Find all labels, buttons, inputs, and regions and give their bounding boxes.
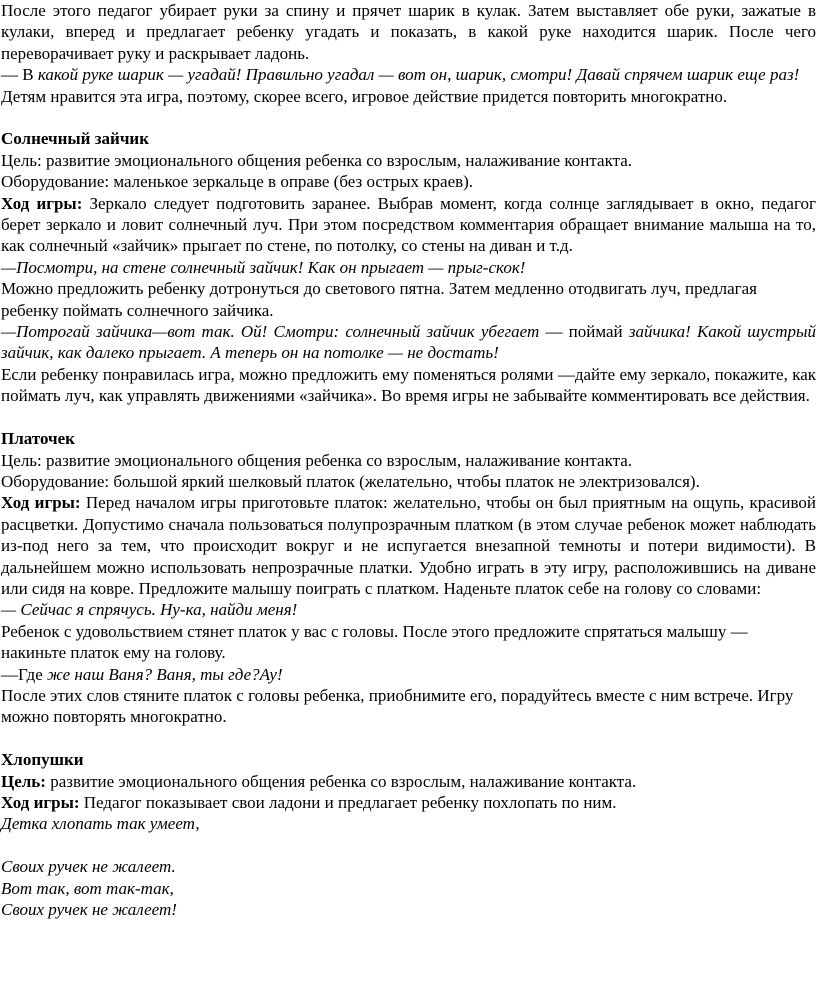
- intro-closing: Детям нравится эта игра, поэтому, скорее всего, игровое действие придется повторить многократно.: [1, 86, 728, 106]
- sunny-dialog-1: —Посмотри, на стене солнечный зайчик! Как он прыгает — прыг-скок!: [1, 257, 526, 277]
- sunny-course-text: Зеркало следует подготовить заранее. Выбрав момент, когда солнце заглядывает в окно, педагог берет зеркало и ловит солнечный луч. При этом посредством комментария обращает внимание малыша на то, как солнечный «зайчик» прыгает по стене, по потолку, со стены на диван и т.д.: [1, 193, 816, 256]
- section-title-sunny: Солнечный зайчик: [1, 129, 150, 149]
- clap-course: [0, 792, 816, 813]
- scarf-equipment: Оборудование: большой яркий шелковый платок (желательно, чтобы платок не электризовался).: [1, 471, 700, 491]
- scarf-course: [0, 492, 816, 599]
- sunny-goal: Цель: развитие эмоционального общения ребенка со взрослым, налаживание контакта.: [1, 150, 633, 170]
- scarf-dialog-1: — Сейчас я спрячусь. Ну-ка, найди меня!: [1, 600, 298, 620]
- scarf-course-text: Перед началом игры приготовьте платок: желательно, чтобы он был приятным на ощупь, красивой расцветки. Допустимо сначала пользоваться полупрозрачным платком (в этом случае ребенок может наблюдать из-под него за тем, что происходит вокруг и не испугается внезапной темноты и потери видимости). В дальнейшем можно использовать непрозрачные платки. Удобно играть в эту игру, расположившись на диване или сидя на ковре. Предложите малышу поиграть с платком. Наденьте платок себе на голову со словами:: [1, 493, 816, 598]
- sunny-course: [0, 193, 816, 257]
- intro-dialog: [0, 64, 816, 85]
- section-title-clap: Хлопушки: [1, 750, 84, 770]
- scarf-dialog-2a: —Где: [1, 664, 47, 684]
- sunny-touch: Можно предложить ребенку дотронуться до светового пятна. Затем медленно отодвигать луч, предлагая ребенку поймать солнечного зайчика.: [1, 279, 757, 320]
- spacer: [0, 728, 816, 749]
- clap-verse-2: Своих ручек не жалеет.: [1, 857, 176, 877]
- scarf-course-label: Ход игры:: [1, 493, 81, 513]
- intro-dialog-dash: — В: [1, 65, 38, 85]
- clap-verse-4: Своих ручек не жалеет!: [1, 900, 177, 919]
- clap-goal-text: развитие эмоционального общения ребенка со взрослым, налаживание контакта.: [45, 771, 637, 791]
- scarf-goal: Цель: развитие эмоционального общения ребенка со взрослым, налаживание контакта.: [1, 450, 633, 470]
- sunny-dialog-2: [0, 321, 816, 364]
- sunny-dialog-2a: —Потрогай зайчика—вот так. Ой! Смотри: солнечный зайчик убегает: [1, 322, 540, 342]
- sunny-roles: Если ребенку понравилась игра, можно предложить ему поменяться ролями —дайте ему зеркало, покажите, как поймать луч, как управлять движениями «зайчика». Во время игры не забывайте комментировать все действия.: [1, 364, 816, 406]
- scarf-dialog-2: [0, 664, 816, 685]
- clap-goal-label: Цель:: [1, 771, 46, 791]
- spacer: [0, 407, 816, 428]
- clap-goal: [0, 771, 816, 792]
- clap-verse-1: Детка хлопать так умеет,: [1, 814, 200, 834]
- spacer: [0, 835, 816, 856]
- sunny-dialog-2b: — поймай: [539, 322, 629, 342]
- scarf-after: После этих слов стяните платок с головы ребенка, приобнимите его, порадуйтесь вместе с ним встрече. Игру можно повторять многократно.: [1, 685, 794, 727]
- intro-paragraph: После этого педагог убирает руки за спину и прячет шарик в кулак. Затем выставляет обе руки, зажатые в кулаки, вперед и предлагает ребенку угадать и показать, в какой руке находится шарик. После чего переворачивает руку и раскрывает ладонь.: [1, 1, 816, 63]
- scarf-dialog-2b: же наш Ваня? Ваня, ты где?Ау!: [47, 664, 283, 684]
- intro-dialog-text: какой руке шарик — угадай! Правильно угадал — вот он, шарик, смотри! Давай спрячем шарик еще раз!: [37, 65, 800, 85]
- section-title-scarf: Платочек: [1, 429, 75, 449]
- scarf-pull: Ребенок с удовольствием стянет платок у вас с головы. После этого предложите спрятаться малышу — накиньте платок ему на голову.: [1, 621, 748, 663]
- sunny-dialog-2c: зайчика! Какой шустрый зайчик, как далеко прыгает. А теперь он на потолке — не достать!: [1, 322, 816, 363]
- spacer: [0, 107, 816, 128]
- clap-course-label: Ход игры:: [1, 792, 80, 812]
- clap-course-text: Педагог показывает свои ладони и предлагает ребенку похлопать по ним.: [79, 792, 617, 812]
- clap-verse-3: Вот так, вот так-так,: [1, 878, 174, 898]
- sunny-course-label: Ход игры:: [1, 193, 83, 213]
- sunny-equipment: Оборудование: маленькое зеркальце в оправе (без острых краев).: [1, 172, 474, 192]
